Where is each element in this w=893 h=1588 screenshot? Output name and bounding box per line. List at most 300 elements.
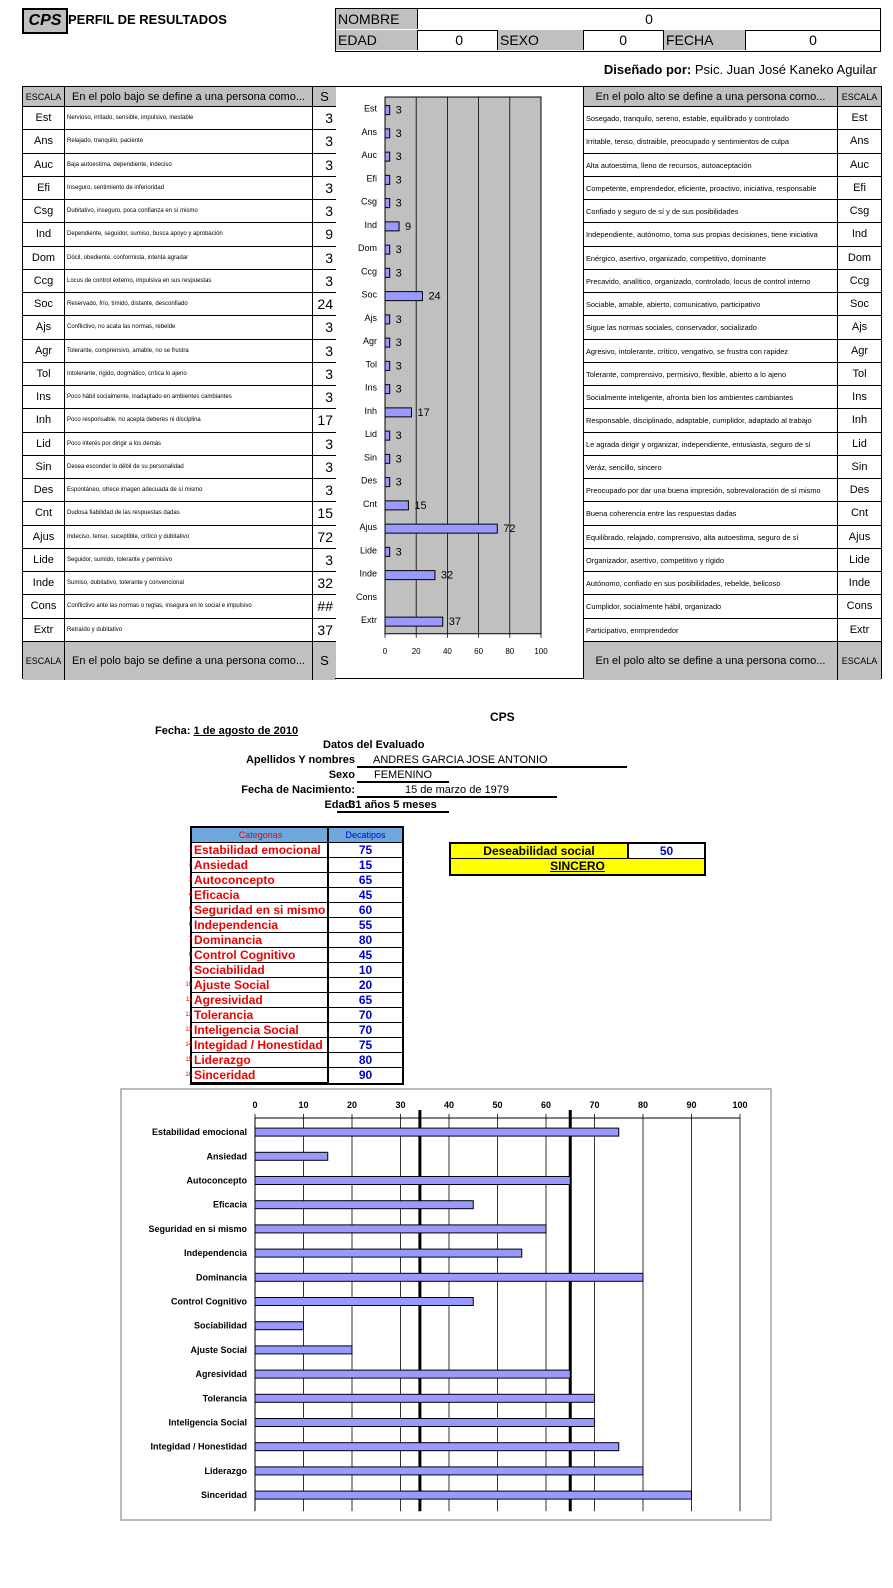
category-name: Sinceridad [192,1068,329,1083]
scale-code-right: Ind [838,223,881,246]
category-label: Inteligencia Social [168,1417,247,1428]
x-tick-label: 40 [443,1100,455,1110]
s-score: 3 [313,386,336,409]
category-value: 60 [329,903,402,918]
evaluation-title: CPS [490,710,515,724]
data-label: 3 [395,151,402,164]
category-number: 11 [185,997,192,1003]
bar [385,431,390,440]
high-pole-description: Competente, emprendedor, eficiente, proactivo, iniciativa, responsable [584,177,838,200]
low-pole-description: Baja autoestima, dependiente, indeciso [65,154,313,177]
category-row [188,858,402,873]
x-tick-label: 60 [474,646,484,656]
scale-code-right: Ajus [838,526,881,549]
category-label: Est [363,103,377,114]
category-label: Ansiedad [206,1151,247,1162]
bar [255,1370,570,1378]
bar [385,152,390,161]
category-row [188,888,402,903]
nombres-value: ANDRES GARCIA JOSE ANTONIO [357,754,627,768]
scale-code-right: Tol [838,363,881,386]
scale-code: Cnt [23,502,65,525]
profile-table-high [583,86,882,679]
x-tick-label: 100 [732,1100,748,1110]
page-title: PERFIL DE RESULTADOS [68,12,227,27]
category-label: Auc [361,150,377,161]
bar [255,1225,546,1233]
bar [255,1443,619,1451]
col-s-header: S [313,87,336,107]
x-tick-label: 20 [346,1100,358,1110]
fecha-label: FECHA [664,30,746,50]
low-pole-description: Poco interés por dirigir a los demás [65,433,313,456]
scale-code: Sin [23,456,65,479]
col-s-footer: S [313,642,336,680]
data-label: 3 [395,430,402,443]
s-score: 3 [313,549,336,572]
bar [385,571,435,580]
bar [385,478,390,487]
category-value: 90 [358,1068,373,1082]
bar [385,547,390,556]
bar [255,1177,570,1185]
category-name: Control Cognitivo [192,948,329,963]
bar [385,268,390,277]
category-label: Tol [365,359,377,370]
s-score: 3 [313,316,336,339]
sexo-label: SEXO [498,30,584,50]
category-row [185,993,402,1008]
high-pole-description: Agresivo, intolerante, crítico, vengativo, se frustra con rapidez [584,340,838,363]
category-label: Dom [357,243,377,254]
x-tick-label: 60 [540,1100,552,1110]
s-score: 17 [313,409,336,432]
s-score: 15 [313,502,336,525]
category-label: Agresividad [195,1369,247,1380]
decatipos-chart-frame [120,1088,772,1521]
edad-value: 0 [418,30,498,50]
category-number: 15 [185,1057,192,1063]
categorias-header: Categorias [192,828,329,843]
category-label: Eficacia [212,1199,247,1210]
high-pole-description: Le agrada dirigir y organizar, independiente, entusiasta, seguro de sí [584,433,838,456]
low-pole-description: Desea esconder lo débil de su personalidad [65,456,313,479]
category-label: Dominancia [195,1272,247,1283]
x-tick-label: 70 [589,1100,600,1110]
category-number: 5 [188,907,192,913]
category-name: Liderazgo [192,1053,329,1068]
low-pole-description: Reservado, frío, tímido, distante, desconfiado [65,293,313,316]
scale-code: Des [23,479,65,502]
bar [385,315,390,324]
s-score: 9 [313,223,336,246]
edad-value-2: 31 años 5 meses [337,799,449,813]
category-label: Ajus [359,522,377,533]
category-label: Sociabilidad [193,1320,247,1331]
category-label: Agr [362,336,377,347]
category-number: 12 [185,1012,192,1018]
bar [255,1322,304,1330]
scale-code-right: Des [838,479,881,502]
evaluation-date [155,725,298,737]
category-label: Lide [359,545,377,556]
data-label: 9 [405,220,412,233]
nombre-value: 0 [645,11,653,27]
scale-code-right: Cons [838,595,881,618]
low-pole-description: Dudosa fiabilidad de las respuestas dadas [65,502,313,525]
high-pole-description: Tolerante, comprensivo, permisivo, flexible, abierto a lo ajeno [584,363,838,386]
category-number: 13 [185,1027,192,1033]
s-score: ## [313,595,336,618]
scale-code-right: Cnt [838,502,881,525]
bar [385,245,390,254]
category-label: Ans [361,126,377,137]
low-pole-description: Inseguro, sentimiento de inferioridad [65,177,313,200]
bar [255,1201,473,1209]
category-name: Integidad / Honestidad [192,1038,329,1053]
bar [385,408,412,417]
data-label: 24 [428,290,441,303]
high-pole-description: Sociable, amable, abierto, comunicativo, participativo [584,293,838,316]
category-value: 45 [329,948,402,963]
x-tick-label: 0 [252,1100,258,1110]
col-high-footer: En el polo alto se define a una persona como... [584,642,838,680]
data-label: 72 [503,523,516,536]
high-pole-description: Veráz, sencillo, sincero [584,456,838,479]
category-name: Seguridad en si mismo [192,903,329,918]
category-label: Cons [355,591,377,602]
high-pole-description: Preocupado por dar una buena impresión, sobrevaloración de sí mismo [584,479,838,502]
high-pole-description: Organizador, asertivo, competitivo y rígido [584,549,838,572]
data-label: 15 [414,499,427,512]
scale-code-right: Extr [838,619,881,642]
low-pole-description: Intolerante, rígido, dogmático, crítica lo ajeno [65,363,313,386]
category-row [188,948,402,963]
s-score: 32 [313,572,336,595]
categories-table [185,826,404,1085]
category-number: 4 [188,892,192,898]
s-score: 3 [313,107,336,130]
col-escala-footer-right: ESCALA [838,642,881,680]
x-tick-label: 30 [395,1100,406,1110]
scale-code: Csg [23,200,65,223]
bar [385,385,390,394]
low-pole-description: Espontáneo, ofrece imagen adecuada de sí mismo [65,479,313,502]
category-label: Soc [361,289,377,300]
category-value: 75 [329,1038,402,1053]
nombre-label: NOMBRE [336,9,418,29]
s-score: 3 [313,456,336,479]
scale-code-right: Lide [838,549,881,572]
scale-code: Tol [23,363,65,386]
fecha-label: Fecha: [155,725,191,737]
col-high-header: En el polo alto se define a una persona como... [584,87,838,107]
nombres-label: Apellidos Y nombres [245,754,355,766]
col-escala-footer: ESCALA [23,642,65,680]
data-label: 3 [395,337,402,350]
high-pole-description: Autónomo, confiado en sus posibilidades, rebelde, belicoso [584,572,838,595]
bar [255,1394,595,1402]
high-pole-description: Irritable, tenso, distraible, preocupado y sentimientos de culpa [584,130,838,153]
category-label: Ajuste Social [190,1344,247,1355]
scale-code: Ins [23,386,65,409]
data-label: 3 [395,127,402,140]
bar [385,175,390,184]
category-number: 1 [188,847,192,853]
x-tick-label: 80 [505,646,515,656]
deseabilidad-label: Deseabilidad social [451,844,629,859]
category-value: 15 [329,858,402,873]
x-tick-label: 90 [686,1100,697,1110]
scale-code: Lide [23,549,65,572]
category-label: Sin [363,452,377,463]
scale-code-right: Dom [838,247,881,270]
x-tick-label: 100 [534,646,548,656]
category-label: Ind [364,219,377,230]
high-pole-description: Equilibrado, relajado, comprensivo, alta autoestima, seguro de sí [584,526,838,549]
col-escala-header-right: ESCALA [838,87,881,107]
decatipos-header: Decatipos [329,828,402,843]
s-score: 3 [313,270,336,293]
scale-code-right: Auc [838,154,881,177]
col-escala-header: ESCALA [23,87,65,107]
low-pole-description: Conflictivo ante las normas o reglas, insegura en lo social e impulsivo [65,595,313,618]
designer-label: Diseñado por: [603,62,692,77]
x-tick-label: 80 [637,1100,649,1110]
low-pole-description: Indeciso, tenso, suceptible, crítico y dubitativo [65,526,313,549]
low-pole-description: Dócil, obediente, conformista, intenta agradar [65,247,313,270]
scale-code: Agr [23,340,65,363]
scale-code: Ajus [23,526,65,549]
s-score: 3 [313,363,336,386]
scale-code-right: Agr [838,340,881,363]
category-row [185,1008,402,1023]
bar [255,1467,643,1475]
high-pole-description: Responsable, disciplinado, adaptable, cumplidor, adaptado al trabajo [584,409,838,432]
category-row [188,963,402,978]
low-pole-description: Dependiente, seguidor, sumiso, busca apoyo y aprobación [65,223,313,246]
category-number: 2 [188,862,192,868]
col-low-footer: En el polo bajo se define a una persona como... [65,642,313,680]
scale-code: Ccg [23,270,65,293]
bar [385,199,390,208]
data-label: 3 [395,104,402,117]
category-value: 55 [329,918,402,933]
bar [255,1152,328,1160]
category-row [185,978,402,993]
category-label: Autoconcepto [186,1175,247,1186]
category-name: Agresividad [192,993,329,1008]
bar [385,454,390,463]
category-value: 10 [329,963,402,978]
high-pole-description: Independiente, autónomo, toma sus propias decisiones, tiene iniciativa [584,223,838,246]
bar [255,1346,352,1354]
high-pole-description: Precavido, analítico, organizado, controlado, locus de control interno [584,270,838,293]
x-tick-label: 20 [411,646,421,656]
scale-code-right: Soc [838,293,881,316]
scale-code: Cons [23,595,65,618]
low-pole-description: Retraído y dubitativo [65,619,313,642]
scale-code: Ajs [23,316,65,339]
category-row [188,873,402,888]
scale-code-right: Ins [838,386,881,409]
data-label: 3 [395,360,402,373]
deseabilidad-box [449,842,706,876]
high-pole-description: Cumplidor, socialmente hábil, organizado [584,595,838,618]
category-label: Integidad / Honestidad [150,1441,247,1452]
category-row [188,843,402,858]
s-score: 3 [313,200,336,223]
category-label: Sinceridad [200,1490,247,1501]
category-name: Estabilidad emocional [192,843,329,858]
scale-code-right: Csg [838,200,881,223]
low-pole-description: Seguidor, sumido, tolerante y permisivo [65,549,313,572]
category-number: 16 [185,1072,192,1078]
category-value: 65 [329,873,402,888]
category-label: Extr [360,615,377,626]
bar [255,1298,473,1306]
header-info-box [335,8,881,52]
edad-label: EDAD [336,30,418,50]
scale-code-right: Inh [838,409,881,432]
low-pole-description: Poco responsable, no acepta deberes ni disciplina [65,409,313,432]
high-pole-description: Enérgico, asertivo, organizado, competitivo, dominante [584,247,838,270]
category-label: Ccg [360,266,377,277]
s-score: 3 [313,130,336,153]
category-name: Dominancia [192,933,329,948]
s-score: 3 [313,247,336,270]
scale-code-right: Ccg [838,270,881,293]
data-label: 32 [440,569,454,582]
scale-code: Soc [23,293,65,316]
scale-code-right: Sin [838,456,881,479]
sexo-value-2: FEMENINO [357,769,449,783]
designer-name: Psic. Juan José Kaneko Aguilar [694,62,877,77]
bar [385,338,390,347]
category-value: 80 [329,1053,402,1068]
profile-chart-area [335,86,583,679]
category-label: Control Cognitivo [171,1296,247,1307]
low-pole-description: Relajado, tranquilo, paciente [65,130,313,153]
category-row [185,1053,402,1068]
scale-code: Inde [23,572,65,595]
fecha-value: 0 [809,32,817,48]
scale-code-right: Lid [838,433,881,456]
x-tick-label: 0 [382,646,388,656]
category-row [185,1038,402,1053]
data-label: 3 [395,546,402,559]
category-row [188,918,402,933]
scale-code: Auc [23,154,65,177]
s-score: 24 [313,293,336,316]
datos-heading: Datos del Evaluado [323,739,425,751]
category-label: Seguridad en si mismo [148,1223,247,1234]
bar [255,1491,692,1499]
scale-code: Ans [23,130,65,153]
bar [385,617,443,626]
data-label: 3 [395,267,402,280]
scale-code-right: Ajs [838,316,881,339]
category-value: 45 [329,888,402,903]
low-pole-description: Nervioso, irritado, sensible, impulsivo, inestable [65,107,313,130]
s-score: 72 [313,526,336,549]
bar [385,106,390,115]
category-value: 65 [329,993,402,1008]
scale-code-right: Efi [838,177,881,200]
category-label: Csg [360,196,377,207]
category-label: Ajs [364,312,377,323]
high-pole-description: Sigue las normas sociales, conservador, socializado [584,316,838,339]
scale-code-right: Ans [838,130,881,153]
category-name: Inteligencia Social [192,1023,329,1038]
data-label: 17 [417,406,430,419]
category-name: Ansiedad [192,858,329,873]
bar [255,1249,522,1257]
category-label: Efi [366,173,377,184]
sexo-label-2: Sexo [328,769,355,781]
low-pole-description: Dubitativo, inseguro, poca confianza en sí mismo [65,200,313,223]
low-pole-description: Locus de control externo, impulsiva en sus respuestas [65,270,313,293]
low-pole-description: Poco hábil socialmente, inadaptado en ambientes cambiantes [65,386,313,409]
category-label: Estabilidad emocional [151,1127,247,1138]
category-number: 3 [188,877,192,883]
s-score: 3 [313,433,336,456]
scale-code-right: Inde [838,572,881,595]
s-score: 37 [313,619,336,642]
edad-label-2: Edad: [324,799,355,811]
profile-table-low [22,86,336,679]
scale-code: Lid [23,433,65,456]
data-label: 3 [395,244,402,257]
data-label: 3 [395,453,402,466]
category-row [185,1068,402,1083]
bar [385,361,390,370]
category-label: Lid [364,429,377,440]
low-pole-description: Conflictivo, no acata las normas, rebelde [65,316,313,339]
data-label: 3 [395,313,402,326]
category-row [188,903,402,918]
category-name: Autoconcepto [192,873,329,888]
bar [385,292,422,301]
data-label: 3 [395,197,402,210]
category-value: 75 [329,843,402,858]
scale-code: Est [23,107,65,130]
category-label: Inh [364,405,377,416]
bar [385,129,390,138]
scale-code-right: Est [838,107,881,130]
category-label: Independencia [183,1248,247,1259]
fecha-value: 1 de agosto de 2010 [193,725,299,737]
profile-chart [335,87,583,678]
bar [255,1419,595,1427]
sexo-value: 0 [584,30,664,50]
category-value: 20 [329,978,402,993]
bar [385,222,399,231]
bar [385,524,497,533]
category-number: 8 [188,952,192,958]
category-value: 70 [329,1023,402,1038]
scale-code: Efi [23,177,65,200]
category-number: 10 [185,982,192,988]
low-pole-description: Sumiso, dubitativo, tolerante y convencional [65,572,313,595]
data-label: 3 [395,476,402,489]
category-name: Tolerancia [192,1008,329,1023]
decatipos-chart [122,1090,770,1519]
high-pole-description: Alta autoestima, lleno de recursos, autoaceptación [584,154,838,177]
nacimiento-value: 15 de marzo de 1979 [357,784,557,798]
high-pole-description: Confiado y seguro de sí y de sus posibilidades [584,200,838,223]
category-value: 70 [329,1008,402,1023]
